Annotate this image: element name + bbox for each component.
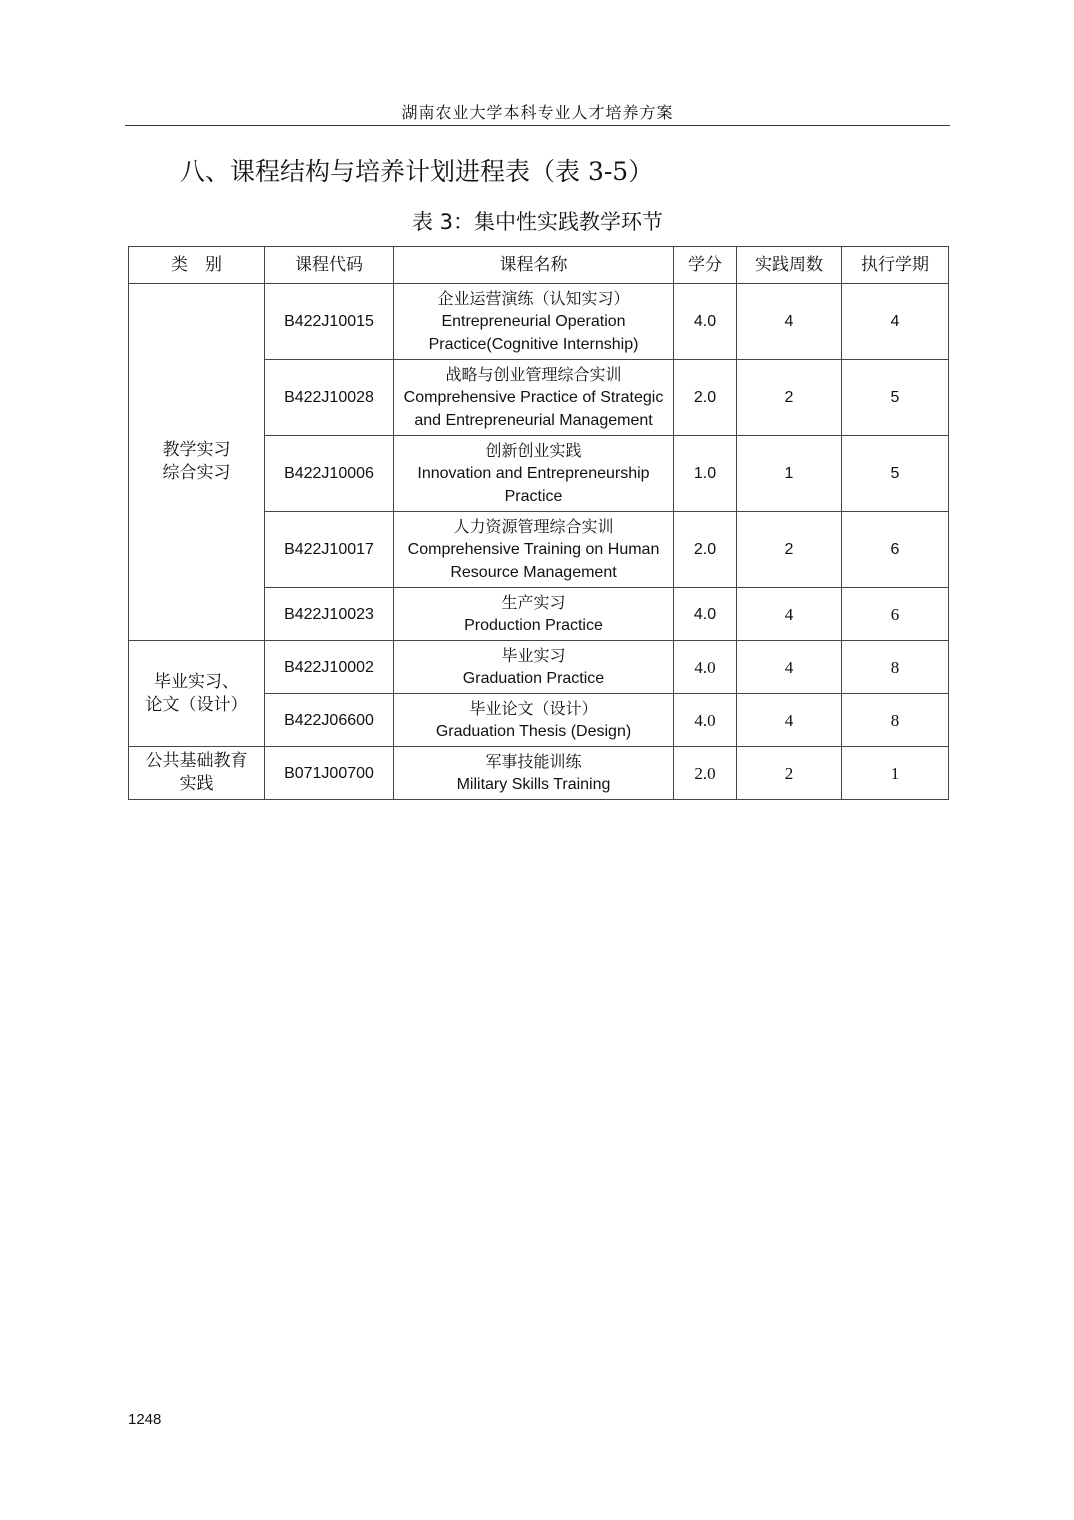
- course-name-en: Comprehensive Training on Human: [407, 541, 660, 558]
- course-name-en: and Entrepreneurial Management: [414, 412, 653, 429]
- course-code-cell: B422J10015: [265, 284, 394, 360]
- semester-cell: 1: [842, 747, 949, 800]
- credit-cell: 4.0: [674, 641, 737, 694]
- course-name-zh: 毕业论文（设计）: [469, 699, 598, 718]
- course-name-zh: 人力资源管理综合实训: [453, 517, 614, 536]
- course-code-cell: B422J06600: [265, 694, 394, 747]
- course-name-cell: [394, 588, 674, 641]
- credit-cell: 4.0: [674, 284, 737, 360]
- section-title: 八、课程结构与培养计划进程表（表 3-5）: [180, 157, 654, 186]
- course-name-cell: [394, 747, 674, 800]
- course-code-cell: B422J10028: [265, 360, 394, 436]
- course-name-zh: 创新创业实践: [485, 441, 582, 460]
- course-name-cell: [394, 360, 674, 436]
- course-name-zh: 毕业实习: [501, 646, 566, 665]
- course-code-cell: B071J00700: [265, 747, 394, 800]
- course-code-cell: B422J10006: [265, 436, 394, 512]
- course-name-cell: [394, 436, 674, 512]
- credit-cell: 4.0: [674, 694, 737, 747]
- semester-cell: 8: [842, 641, 949, 694]
- credit-cell: 2.0: [674, 360, 737, 436]
- weeks-cell: 4: [737, 694, 842, 747]
- course-code-cell: B422J10023: [265, 588, 394, 641]
- course-name-en: Resource Management: [450, 564, 617, 581]
- weeks-cell: 1: [737, 436, 842, 512]
- course-name-en: Production Practice: [464, 617, 603, 634]
- course-name-cell: [394, 512, 674, 588]
- course-name-en: Military Skills Training: [456, 776, 611, 793]
- course-name-en: Innovation and Entrepreneurship: [417, 465, 650, 482]
- column-header-name: 课程名称: [394, 247, 674, 284]
- weeks-cell: 2: [737, 747, 842, 800]
- page-number: 1248: [128, 1411, 162, 1428]
- weeks-cell: 4: [737, 284, 842, 360]
- category-line: 公共基础教育: [145, 751, 248, 771]
- column-header-category: 类 别: [129, 247, 265, 284]
- category-line: 实践: [179, 774, 214, 794]
- course-name-en: Comprehensive Practice of Strategic: [403, 389, 664, 406]
- category-line: 教学实习: [162, 440, 231, 460]
- practice-teaching-table: [128, 246, 949, 800]
- weeks-cell: 4: [737, 641, 842, 694]
- semester-cell: 6: [842, 512, 949, 588]
- header-rule: [125, 125, 950, 126]
- course-name-en: Graduation Thesis (Design): [435, 723, 632, 740]
- credit-cell: 4.0: [674, 588, 737, 641]
- semester-cell: 5: [842, 436, 949, 512]
- course-code-cell: B422J10002: [265, 641, 394, 694]
- column-header-weeks: 实践周数: [737, 247, 842, 284]
- table-row: [129, 284, 949, 360]
- course-code-cell: B422J10017: [265, 512, 394, 588]
- course-name-zh: 企业运营演练（认知实习）: [437, 289, 630, 308]
- category-line: 毕业实习、: [154, 671, 239, 692]
- semester-cell: 5: [842, 360, 949, 436]
- semester-cell: 4: [842, 284, 949, 360]
- table-header-row: [129, 247, 949, 284]
- weeks-cell: 2: [737, 360, 842, 436]
- semester-cell: 8: [842, 694, 949, 747]
- running-header: 湖南农业大学本科专业人才培养方案: [401, 103, 674, 122]
- credit-cell: 2.0: [674, 512, 737, 588]
- table-caption: 表 3：集中性实践教学环节: [411, 210, 664, 234]
- category-cell: [129, 284, 265, 641]
- course-name-zh: 生产实习: [501, 593, 566, 612]
- course-name-cell: [394, 694, 674, 747]
- course-name-en: Practice: [504, 488, 563, 505]
- course-name-zh: 军事技能训练: [485, 752, 582, 771]
- column-header-semester: 执行学期: [842, 247, 949, 284]
- column-header-credit: 学分: [674, 247, 737, 284]
- column-header-code: 课程代码: [265, 247, 394, 284]
- weeks-cell: 4: [737, 588, 842, 641]
- course-name-zh: 战略与创业管理综合实训: [445, 365, 622, 384]
- course-name-cell: [394, 641, 674, 694]
- credit-cell: 2.0: [674, 747, 737, 800]
- category-cell: [129, 641, 265, 747]
- table-row: [129, 747, 949, 800]
- course-name-en: Practice(Cognitive Internship): [428, 336, 639, 353]
- category-cell: [129, 747, 265, 800]
- category-line: 论文（设计）: [145, 694, 248, 715]
- category-line: 综合实习: [162, 463, 231, 483]
- credit-cell: 1.0: [674, 436, 737, 512]
- course-name-en: Graduation Practice: [462, 670, 605, 687]
- table-row: [129, 641, 949, 694]
- course-name-cell: [394, 284, 674, 360]
- weeks-cell: 2: [737, 512, 842, 588]
- semester-cell: 6: [842, 588, 949, 641]
- course-name-en: Entrepreneurial Operation: [441, 313, 626, 330]
